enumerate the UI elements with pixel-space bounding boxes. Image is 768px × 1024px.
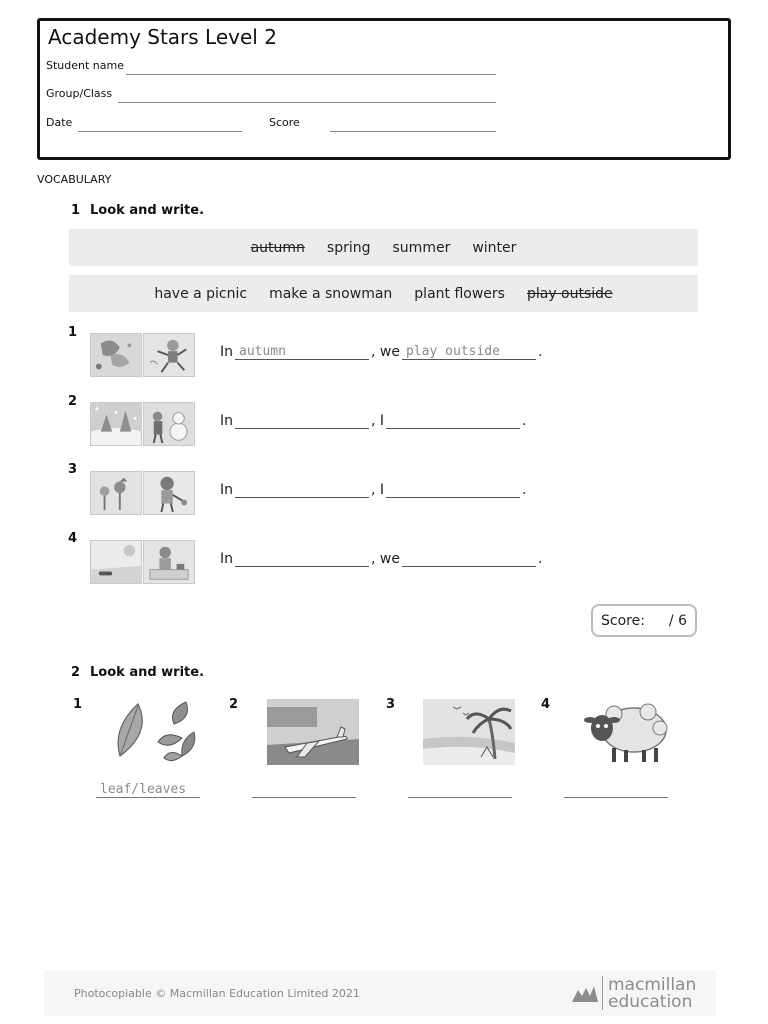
student-info-box bbox=[37, 18, 731, 160]
exercise-1-score-box bbox=[591, 604, 697, 637]
word-play-outside: play outside bbox=[526, 285, 613, 302]
item-3-number: 3 bbox=[68, 462, 78, 477]
score-box-label: Score: bbox=[601, 612, 645, 629]
group-class-field[interactable] bbox=[118, 102, 496, 103]
logo-divider bbox=[602, 976, 603, 1010]
item-1-number: 1 bbox=[68, 325, 78, 340]
item-3-sentence: In , I . bbox=[220, 482, 527, 498]
item-2-sentence: In , I . bbox=[220, 413, 527, 429]
ex2-item-4-number: 4 bbox=[541, 697, 551, 712]
item-1-season-blank[interactable]: autumn bbox=[235, 343, 369, 360]
student-name-field[interactable] bbox=[126, 74, 496, 75]
item-4-activity-blank[interactable] bbox=[402, 550, 536, 567]
item-1-activity-blank[interactable]: play outside bbox=[402, 343, 536, 360]
item-4-sentence: In , we . bbox=[220, 551, 543, 567]
autumn-leaves-picture bbox=[90, 333, 142, 377]
sheep-icon bbox=[578, 698, 670, 764]
ex2-item-1-number: 1 bbox=[73, 697, 83, 712]
score-field[interactable] bbox=[330, 131, 496, 132]
item-4-number: 4 bbox=[68, 531, 78, 546]
section-heading: VOCABULARY bbox=[37, 173, 112, 186]
exercise-2-number: 2 bbox=[71, 665, 81, 680]
item-2-season-blank[interactable] bbox=[235, 412, 369, 429]
group-class-label: Group/Class bbox=[46, 87, 113, 100]
ex2-item-1-answer: leaf/leaves bbox=[100, 782, 187, 797]
ex2-item-2-blank[interactable] bbox=[252, 797, 356, 798]
leaves-icon bbox=[108, 698, 200, 764]
item-3-season-blank[interactable] bbox=[235, 481, 369, 498]
snowman-picture bbox=[143, 402, 195, 446]
child-playing-picture bbox=[143, 333, 195, 377]
picnic-picture bbox=[143, 540, 195, 584]
word-have-a-picnic: have a picnic bbox=[154, 285, 248, 302]
girl-planting-picture bbox=[143, 471, 195, 515]
date-field[interactable] bbox=[78, 131, 242, 132]
copyright-notice: Photocopiable © Macmillan Education Limited 2021 bbox=[74, 987, 360, 1000]
macmillan-logo-icon bbox=[572, 982, 598, 1002]
date-label: Date bbox=[46, 116, 73, 129]
logo-word-education: education bbox=[608, 992, 693, 1012]
item-2-number: 2 bbox=[68, 394, 78, 409]
item-2-activity-blank[interactable] bbox=[386, 412, 520, 429]
exercise-2-title: Look and write. bbox=[90, 665, 205, 680]
activity-word-box bbox=[69, 275, 698, 312]
item-3-activity-blank[interactable] bbox=[386, 481, 520, 498]
exercise-1-title: Look and write. bbox=[90, 203, 205, 218]
ex2-item-1-blank[interactable] bbox=[96, 797, 200, 798]
document-title: Academy Stars Level 2 bbox=[48, 25, 277, 49]
beach-icon bbox=[423, 699, 515, 765]
airplane-icon bbox=[267, 699, 359, 765]
snowy-trees-picture bbox=[90, 402, 142, 446]
logo-word-macmillan: macmillan bbox=[608, 975, 697, 995]
ex2-item-2-number: 2 bbox=[229, 697, 239, 712]
summer-beach-picture bbox=[90, 540, 142, 584]
score-label: Score bbox=[269, 116, 300, 129]
spring-flowers-picture bbox=[90, 471, 142, 515]
ex2-item-3-blank[interactable] bbox=[408, 797, 512, 798]
item-4-season-blank[interactable] bbox=[235, 550, 369, 567]
item-1-sentence: In autumn , we play outside . bbox=[220, 344, 543, 360]
student-name-label: Student name bbox=[46, 59, 124, 72]
word-summer: summer bbox=[392, 239, 451, 256]
word-winter: winter bbox=[472, 239, 517, 256]
page-footer bbox=[44, 970, 716, 1016]
exercise-1-number: 1 bbox=[71, 203, 81, 218]
word-spring: spring bbox=[326, 239, 371, 256]
macmillan-logo bbox=[572, 974, 714, 1012]
word-make-a-snowman: make a snowman bbox=[269, 285, 393, 302]
word-autumn: autumn bbox=[250, 239, 305, 256]
ex2-item-3-number: 3 bbox=[386, 697, 396, 712]
season-word-box bbox=[69, 229, 698, 266]
ex2-item-4-blank[interactable] bbox=[564, 797, 668, 798]
score-box-total: / 6 bbox=[668, 612, 687, 629]
word-plant-flowers: plant flowers bbox=[414, 285, 505, 302]
